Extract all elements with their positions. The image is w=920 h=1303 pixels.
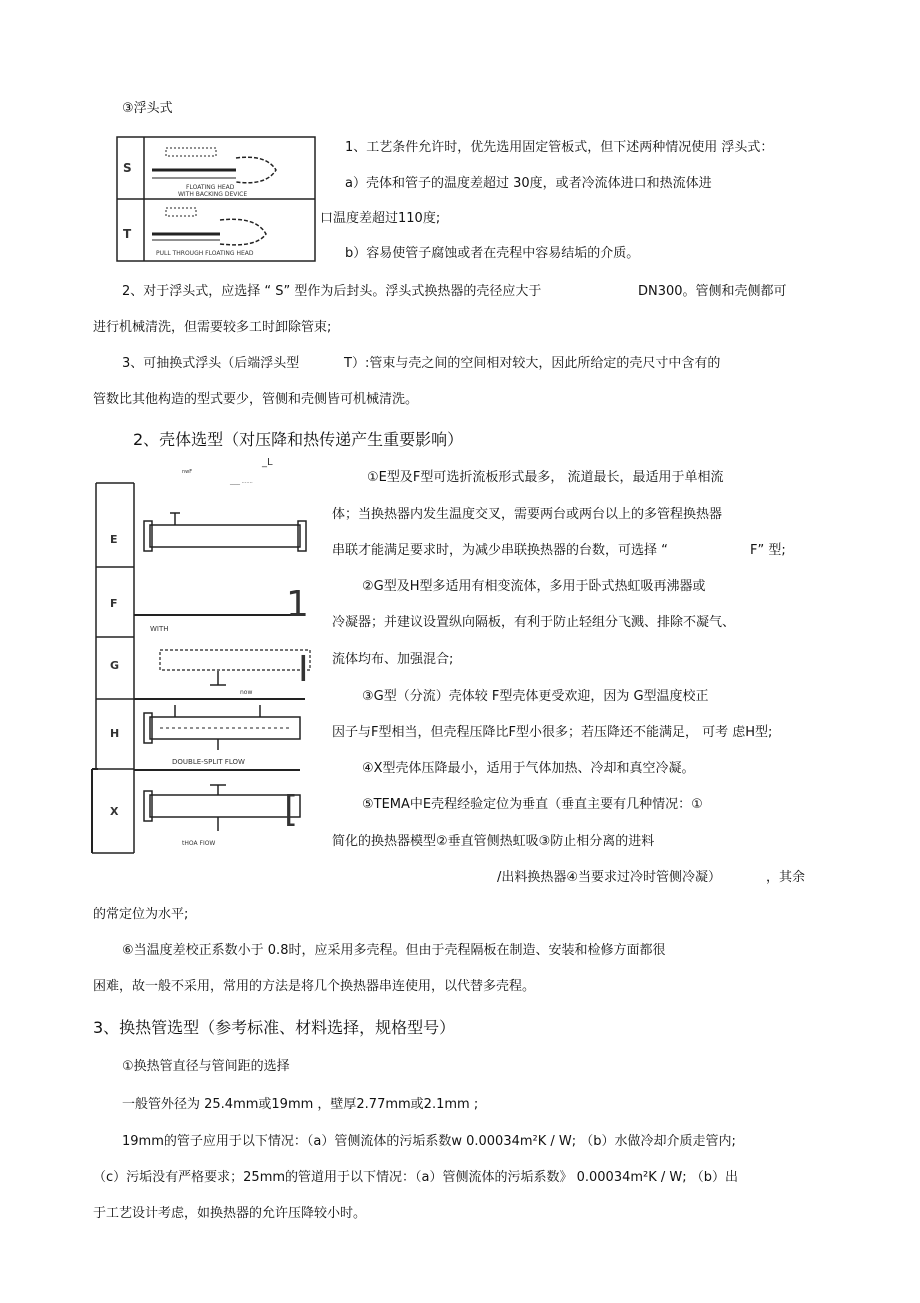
- shell-line-1: ①E型及F型可选折流板形式最多， 流道最长，最适用于单相流: [367, 470, 724, 485]
- floating-head-figure: [116, 136, 316, 262]
- floating-head-p1-line1: 1、工艺条件允许时，优先选用固定管板式，但下述两种情况使用 浮头式：: [345, 140, 774, 155]
- floating-head-p2-line1a: 2、对于浮头式，应选择 “ S” 型作为后封头。浮头式换热器的壳径应大于: [122, 284, 542, 299]
- stray-bar: I: [298, 649, 309, 690]
- shell-caption-top2: _L: [262, 457, 273, 468]
- floating-head-p3-line1b: T）:管束与壳之间的空间相对较大，因此所给定的壳尺寸中含有的: [344, 356, 721, 371]
- shell-section-heading: 2、壳体选型（对压降和热传递产生重要影响）: [133, 430, 464, 449]
- shell-caption-xflow: tHOA FIOW: [182, 840, 216, 847]
- shell-line-15: 困难，故一般不采用，常用的方法是将几个换热器串连使用，以代替多壳程。: [93, 979, 536, 994]
- floating-head-p2-line1b: DN300。管侧和壳侧都可: [638, 284, 787, 299]
- shell-caption-now: now: [240, 689, 253, 696]
- shell-line-8: 因子与F型相当，但壳程压降比F型小很多；若压降还不能满足， 可考 虑H型;: [332, 725, 773, 740]
- shell-line-4: ②G型及H型多适用有相变流体，多用于卧式热虹吸再沸器或: [362, 579, 706, 594]
- tube-line-1: 一般管外径为 25.4mm或19mm ，壁厚2.77mm或2.1mm ;: [122, 1097, 479, 1112]
- stray-one: 1: [286, 584, 309, 625]
- shell-label-f: F: [110, 597, 118, 610]
- shell-line-7: ③G型（分流）壳体较 F型壳体更受欢迎，因为 G型温度校正: [362, 689, 709, 704]
- shell-line-3b: F” 型;: [750, 543, 786, 558]
- shell-line-9: ④X型壳体压降最小，适用于气体加热、冷却和真空冷凝。: [362, 761, 695, 776]
- floating-head-p2-line2: 进行机械清洗，但需要较多工时卸除管束;: [93, 320, 332, 335]
- shell-line-12b: ，其余: [766, 870, 806, 885]
- tube-line-2: 19mm的管子应用于以下情况：（a）管侧流体的污垢系数w 0.00034m²K / W; （b）水做冷却介质走管内;: [122, 1134, 736, 1149]
- floating-head-sketch: [116, 136, 316, 262]
- fig-caption-s1: FLOATING HEAD: [186, 184, 235, 191]
- shell-label-e: E: [110, 533, 118, 546]
- shell-line-2: 体；当换热器内发生温度交叉，需要两台或两台以上的多管程换热器: [332, 507, 723, 522]
- tube-line-3: （c）污垢没有严格要求；25mm的管道用于以下情况：（a）管侧流体的污垢系数》 0.00034m²K / W; （b）出: [93, 1170, 739, 1185]
- shell-label-x: X: [110, 805, 119, 818]
- tube-section-heading: 3、换热管选型（参考标准、材料选择，规格型号）: [93, 1018, 456, 1037]
- shell-line-10: ⑤TEMA中E壳程经验定位为垂直（垂直主要有几种情况：①: [362, 797, 703, 812]
- floating-head-p1-line3: 口温度差超过110度;: [320, 211, 441, 226]
- shell-label-h: H: [110, 727, 120, 740]
- floating-head-title: ③浮头式: [122, 101, 173, 116]
- shell-line-3a: 串联才能满足要求时，为减少串联换热器的台数，可选择 “: [332, 543, 668, 558]
- fig-label-s: S: [123, 161, 132, 175]
- shell-label-g: G: [110, 659, 120, 672]
- shell-line-13: 的常定位为水平;: [93, 907, 189, 922]
- fig-caption-t: PULL THROUGH FLOATING HEAD: [156, 250, 254, 257]
- shell-line-11: 简化的换热器模型②垂直管侧热虹吸③防止相分离的进料: [332, 834, 655, 849]
- floating-head-p1-line2: a）壳体和管子的温度差超过 30度，或者冷流体进口和热流体进: [345, 176, 712, 191]
- floating-head-p1-line4: b）容易使管子腐蚀或者在壳程中容易结垢的介质。: [345, 246, 640, 261]
- floating-head-p3-line2: 管数比其他构造的型式要少，管侧和壳侧皆可机械清洗。: [93, 392, 419, 407]
- fig-caption-s2: WITH BACKING DEVICE: [178, 191, 248, 198]
- shell-line-6: 流体均布、加强混合;: [332, 652, 454, 667]
- shell-line-14: ⑥当温度差校正系数小于 0.8时，应采用多壳程。但由于壳程隔板在制造、安装和检修方面都很: [122, 943, 666, 958]
- shell-caption-with: WITH: [150, 625, 169, 633]
- shell-line-12a: /出料换热器④当要求过冷时管侧冷凝）: [497, 870, 722, 885]
- shell-caption-double: DOUBLE-SPLIT FLOW: [172, 758, 245, 766]
- tube-subheading: ①换热管直径与管间距的选择: [122, 1059, 290, 1074]
- floating-head-p3-line1a: 3、可抽换式浮头（后端浮头型: [122, 356, 300, 371]
- stray-bracket: [: [284, 789, 299, 830]
- fig-label-t: T: [123, 227, 132, 241]
- shell-line-5: 冷凝器；并建议设置纵向隔板，有利于防止轻组分飞溅、排除不凝气、: [332, 615, 736, 630]
- tube-line-4: 于工艺设计考虑，如换热器的允许压降较小时。: [93, 1206, 367, 1221]
- shell-caption-top1: nwF: [182, 469, 193, 475]
- shell-caption-top3: ____ .......: [230, 479, 253, 485]
